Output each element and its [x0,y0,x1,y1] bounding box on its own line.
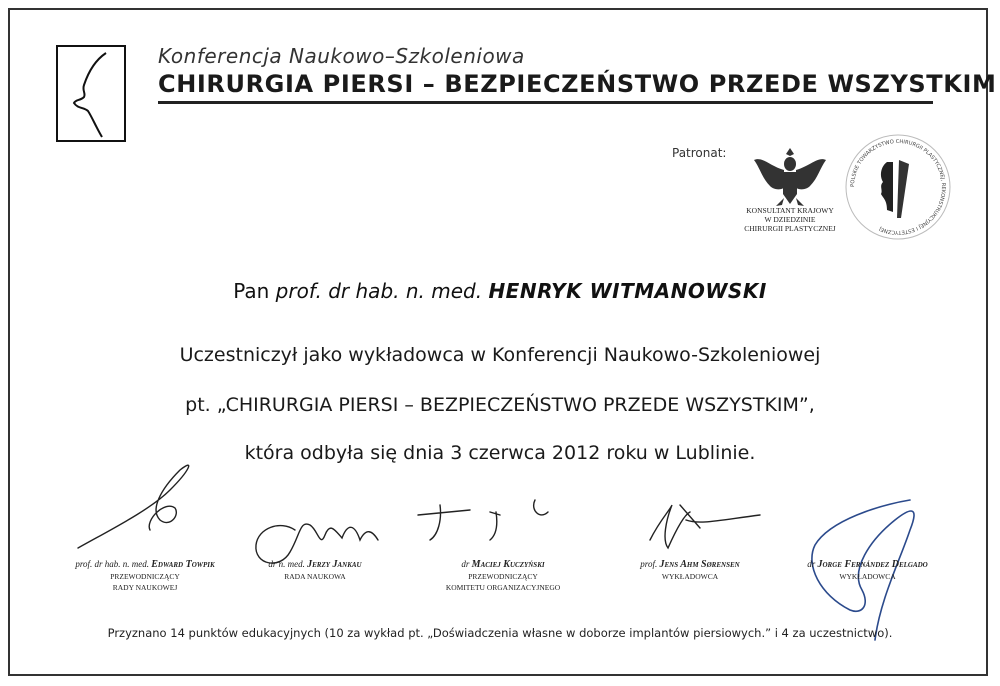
signatory-degree: prof. dr hab. n. med. [75,559,150,569]
conference-logo [56,45,126,142]
consultant-caption [730,206,850,233]
breast-silhouette-icon [58,47,124,140]
header-divider [158,101,933,104]
signatory-1 [60,559,230,592]
signatory-role-line2: KOMITETU ORGANIZACYJNEGO [445,583,561,592]
signatory-2 [245,559,385,581]
signatory-name: Jorge Fernández Delgado [817,559,928,570]
signatory-degree: dr [461,559,470,569]
consultant-caption-line2: W DZIEDZINIE [764,215,816,224]
signatory-degree: dr n. med. [268,559,305,569]
signatory-5 [780,559,955,581]
signatory-name: Maciej Kuczyński [471,559,545,570]
svg-text:POLSKIE TOWARZYSTWO CHIRURGII [850,139,946,235]
signatory-degree: dr [807,559,816,569]
consultant-caption-line3: CHIRURGII PLASTYCZNEJ [744,224,836,233]
signatory-role-line2: RADY NAUKOWEJ [112,583,178,592]
recipient-line [0,279,1000,303]
recipient-prefix: Pan [233,279,270,303]
signatory-name: Jerzy Jankau [307,559,362,570]
plastic-surgery-society-seal-icon [843,132,953,242]
signatory-role: WYKŁADOWCA [839,572,896,581]
signatory-3 [428,559,578,592]
conference-type: Konferencja Naukowo–Szkoleniowa [158,44,525,68]
signatory-4 [615,559,765,581]
date-location-statement: która odbyła się dnia 3 czerwca 2012 roku w Lublinie. [244,442,756,464]
conference-title: CHIRURGIA PIERSI – BEZPIECZEŃSTWO PRZEDE WSZYSTKIM [158,70,997,98]
conference-title-statement: pt. „CHIRURGIA PIERSI – BEZPIECZEŃSTWO PRZEDE WSZYSTKIM”, [185,394,815,416]
education-points-note: Przyznano 14 punktów edukacyjnych (10 za wykład pt. „Doświadczenia własne w doborze implantów piersiowych.” i 4 za uczestnictwo). [107,626,893,640]
signatory-role: RADA NAUKOWA [284,572,346,581]
consultant-caption-line1: KONSULTANT KRAJOWY [746,206,834,215]
recipient-degree: prof. dr hab. n. med. [275,279,483,303]
signatory-role: PRZEWODNICZĄCY [468,572,538,581]
signatory-name: Edward Towpik [151,559,215,570]
signatory-name: Jens Ahm Sørensen [659,559,740,570]
seal-ring-text: POLSKIE TOWARZYSTWO CHIRURGII PLASTYCZNEJ, REKONSTRUKCYJNEJ I ESTETYCZNEJ [849,138,947,236]
patronage-label: Patronat: [672,146,727,160]
signatory-degree: prof. [640,559,658,569]
signatory-role: WYKŁADOWCA [661,572,719,581]
recipient-name: HENRYK WITMANOWSKI [488,279,767,303]
participation-statement: Uczestniczył jako wykładowca w Konferencji Naukowo-Szkoleniowej [179,344,821,366]
signatory-role: PRZEWODNICZĄCY [110,572,180,581]
